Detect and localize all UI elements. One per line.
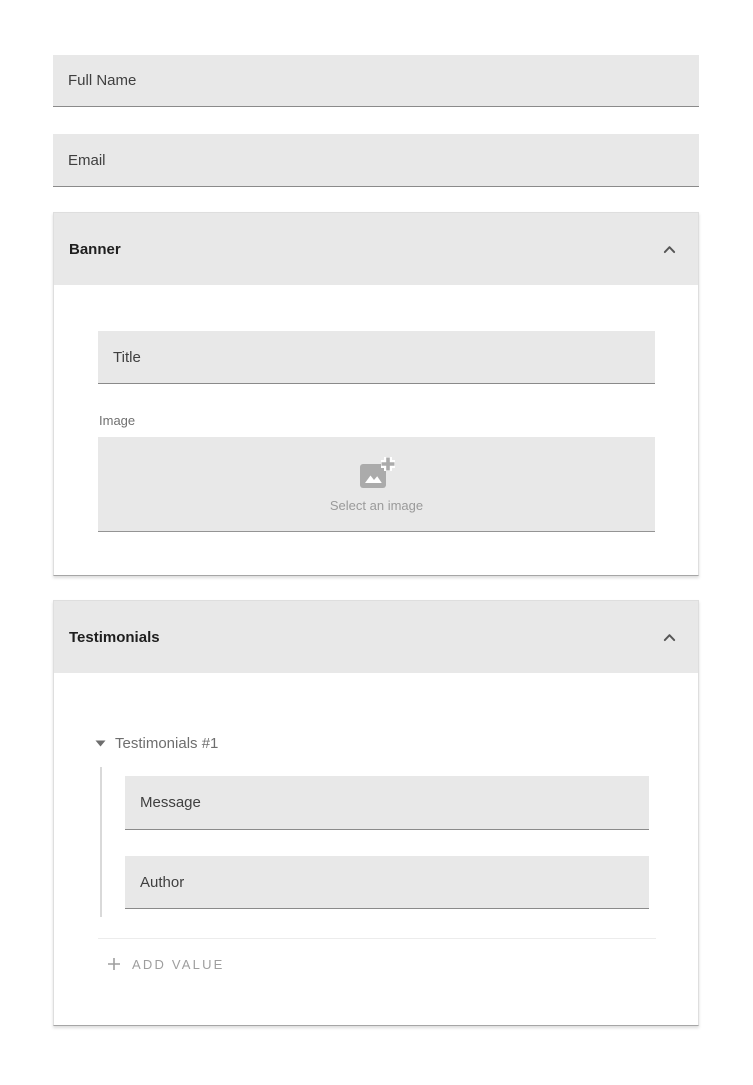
add-photo-icon [357, 455, 397, 491]
testimonials-section [53, 600, 699, 1026]
testimonial-item-label: Testimonials #1 [115, 734, 219, 752]
add-value-label: ADD VALUE [132, 956, 225, 972]
image-field-label: Image [99, 413, 136, 428]
banner-section [53, 212, 699, 576]
list-divider [98, 938, 656, 939]
banner-title-input[interactable] [98, 331, 655, 384]
banner-collapse-button[interactable] [659, 239, 679, 259]
testimonial-author-input[interactable] [125, 856, 649, 909]
image-select-area[interactable] [98, 437, 655, 532]
testimonials-section-header[interactable] [54, 601, 698, 673]
caret-down-icon [95, 740, 106, 747]
testimonial-item-toggle[interactable] [95, 734, 218, 752]
image-select-text: Select an image [329, 498, 424, 513]
banner-section-header[interactable] [54, 213, 698, 285]
nesting-guide-line [100, 767, 102, 917]
banner-section-title: Banner [69, 240, 121, 258]
full-name-input[interactable] [53, 55, 699, 107]
email-input[interactable] [53, 134, 699, 187]
testimonials-collapse-button[interactable] [659, 627, 679, 647]
plus-icon [107, 957, 121, 971]
testimonial-message-input[interactable] [125, 776, 649, 830]
testimonials-section-title: Testimonials [69, 628, 160, 646]
add-value-button[interactable] [107, 951, 225, 977]
chevron-up-icon [661, 241, 678, 258]
chevron-up-icon [661, 629, 678, 646]
